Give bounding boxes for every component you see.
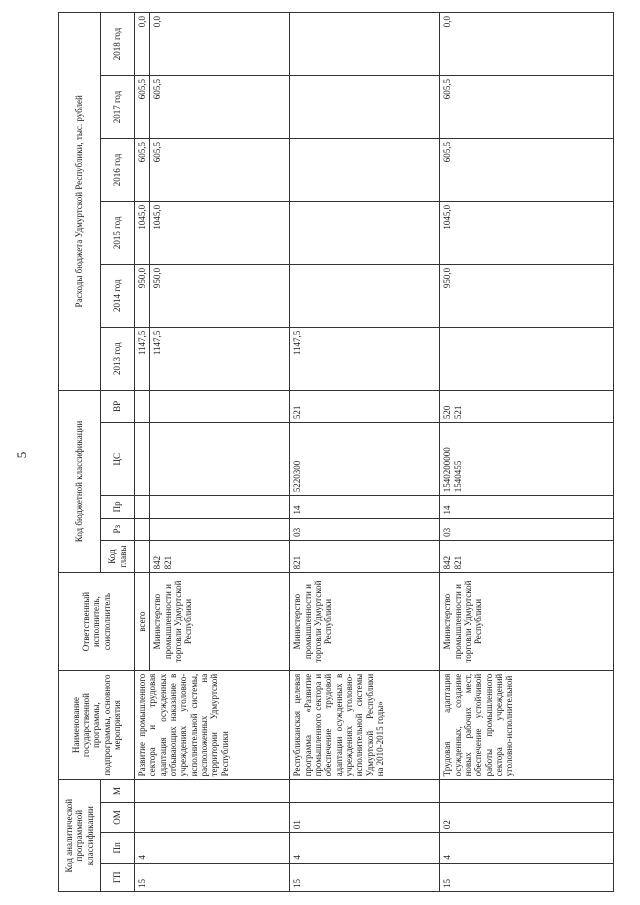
gp-cell: 15 — [290, 863, 440, 891]
table-row — [290, 13, 440, 892]
pr-cell — [135, 496, 150, 518]
pp-cell: 4 — [440, 833, 614, 863]
expenses-header: Расходы бюджета Удмуртской Республики, тыс. рублей — [59, 13, 101, 391]
vr-cell: 521 — [290, 390, 440, 422]
table-row — [440, 13, 614, 892]
value-2016: 605,5 — [440, 138, 614, 201]
gp-cell: 15 — [440, 863, 614, 891]
kod-glavy-header: Код главы — [101, 540, 135, 572]
value-2018 — [290, 13, 440, 76]
table-row — [135, 13, 150, 892]
cs-header: ЦС — [101, 423, 135, 496]
cs-cell — [150, 423, 290, 496]
value-2018: 0,0 — [135, 13, 150, 76]
vr-cell — [135, 390, 150, 422]
budget-table — [58, 12, 614, 892]
value-2015: 1045,0 — [440, 201, 614, 264]
value-2014: 950,0 — [440, 264, 614, 327]
rz-cell — [135, 518, 150, 540]
value-2014 — [290, 264, 440, 327]
pr-cell: 14 — [290, 496, 440, 518]
responsible-cell: Министерство промышленности и торговли Удмуртской Республики — [150, 573, 290, 670]
year-2013-header: 2013 год — [101, 327, 135, 390]
kod-cell: 842 821 — [440, 540, 614, 572]
program-name-cell: Трудовая адаптация осужденных, создание новых рабочих мест, обеспечение устойчивой работы промышленного сектора учреждений уголовно-исполнительной — [440, 670, 614, 780]
value-2015: 1045,0 — [135, 201, 150, 264]
rz-cell: 03 — [290, 518, 440, 540]
program-name-header: Наименование государственной программы, подпрограммы, основного мероприятия — [59, 670, 135, 780]
value-2013 — [440, 327, 614, 390]
vr-header: ВР — [101, 390, 135, 422]
value-2018: 0,0 — [150, 13, 290, 76]
value-2013: 1147,5 — [290, 327, 440, 390]
m-cell — [290, 780, 440, 802]
om-cell: 01 — [290, 802, 440, 832]
value-2014: 950,0 — [150, 264, 290, 327]
cs-cell — [135, 423, 150, 496]
pr-cell: 14 — [440, 496, 614, 518]
value-2013: 1147,5 — [150, 327, 290, 390]
program-name-cell: Республиканская целевая программа «Развитие промышленного сектора и обеспечение трудовой адаптации осужденных в учреждениях уголовно-исполнительной системы Удмуртской Республики на 2010-2015 годы» — [290, 670, 440, 780]
value-2016: 605,5 — [150, 138, 290, 201]
om-cell — [135, 802, 290, 832]
value-2017: 605,5 — [150, 76, 290, 139]
year-2018-header: 2018 год — [101, 13, 135, 76]
value-2013: 1147,5 — [135, 327, 150, 390]
vr-cell: 520 521 — [440, 390, 614, 422]
value-2015: 1045,0 — [150, 201, 290, 264]
year-2015-header: 2015 год — [101, 201, 135, 264]
responsible-cell: всего — [135, 573, 150, 670]
pp-cell: 4 — [290, 833, 440, 863]
rz-cell — [150, 518, 290, 540]
year-2014-header: 2014 год — [101, 264, 135, 327]
m-header: М — [101, 780, 135, 802]
analytic-classification-header: Код аналитической программной классификации — [59, 780, 101, 892]
kod-cell — [135, 540, 150, 572]
year-2016-header: 2016 год — [101, 138, 135, 201]
kod-cell: 821 — [290, 540, 440, 572]
value-2016 — [290, 138, 440, 201]
gp-cell: 15 — [135, 863, 290, 891]
cs-cell: 5220300 — [290, 423, 440, 496]
pr-header: Пр — [101, 496, 135, 518]
pp-cell: 4 — [135, 833, 290, 863]
pp-header: Пп — [101, 833, 135, 863]
kod-cell: 842 821 — [150, 540, 290, 572]
om-cell: 02 — [440, 802, 614, 832]
value-2016: 605,5 — [135, 138, 150, 201]
program-name-cell: Развитие промышленного сектора и трудовая адаптация осужденных отбывающих наказание в учреждениях уголовно-исполнительной системы, расположенных на территории Удмуртской Республики — [135, 670, 290, 780]
rz-header: Рз — [101, 518, 135, 540]
budget-table-sheet — [58, 12, 628, 892]
m-cell — [135, 780, 290, 802]
responsible-header: Ответственный исполнитель, соисполнитель — [59, 573, 135, 670]
rz-cell: 03 — [440, 518, 614, 540]
gp-header: ГП — [101, 863, 135, 891]
value-2017: 605,5 — [440, 76, 614, 139]
value-2017: 605,5 — [135, 76, 150, 139]
cs-cell: 1540200000 1540455 — [440, 423, 614, 496]
value-2014: 950,0 — [135, 264, 150, 327]
value-2018: 0,0 — [440, 13, 614, 76]
rotated-page — [58, 12, 628, 892]
budget-classification-header: Код бюджетной классификации — [59, 390, 101, 573]
year-2017-header: 2017 год — [101, 76, 135, 139]
pr-cell — [150, 496, 290, 518]
m-cell — [440, 780, 614, 802]
vr-cell — [150, 390, 290, 422]
responsible-cell: Министерство промышленности и торговли Удмуртской Республики — [440, 573, 614, 670]
responsible-cell: Министерство промышленности и торговли Удмуртской Республики — [290, 573, 440, 670]
om-header: ОМ — [101, 802, 135, 832]
page-number: 5 — [14, 451, 29, 459]
value-2015 — [290, 201, 440, 264]
value-2017 — [290, 76, 440, 139]
